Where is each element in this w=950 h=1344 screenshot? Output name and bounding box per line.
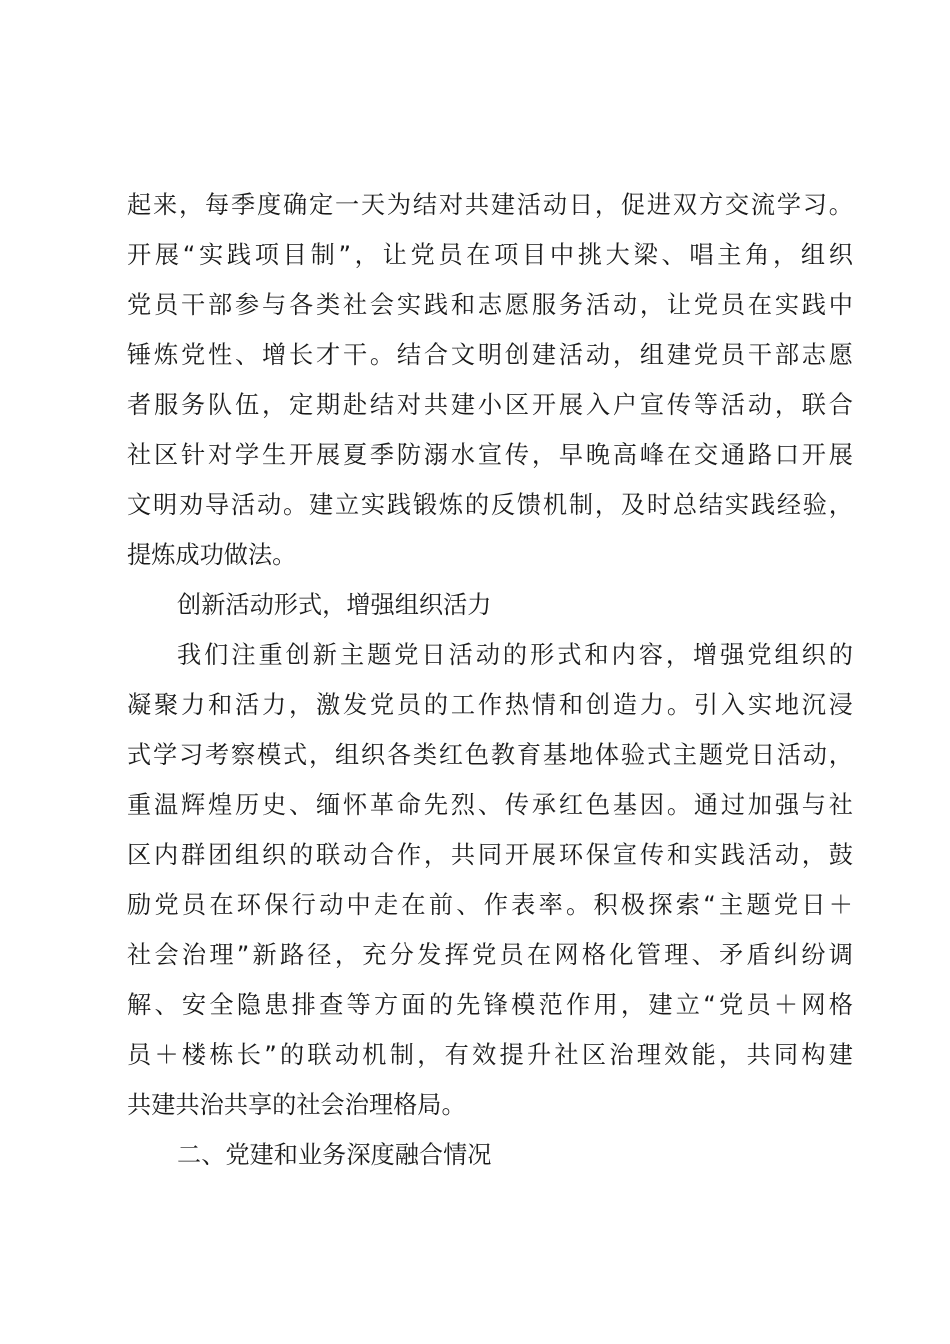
paragraph-practice <box>127 180 853 580</box>
paragraph-line: 我们注重创新主题党日活动的形式和内容，增强党组织的 <box>177 641 853 669</box>
paragraph-line: 社区针对学生开展夏季防溺水宣传，早晚高峰在交通路口开展 <box>127 441 853 469</box>
paragraph-line: 凝聚力和活力，激发党员的工作热情和创造力。引入实地沉浸 <box>127 691 853 719</box>
paragraph-innovation <box>127 630 853 1130</box>
section-heading-integration: 二、党建和业务深度融合情况 <box>177 1141 492 1169</box>
document-page <box>127 180 853 1180</box>
paragraph-line: 者服务队伍，定期赴结对共建小区开展入户宣传等活动，联合 <box>127 391 853 419</box>
subheading-innovation: 创新活动形式，增强组织活力 <box>177 591 492 619</box>
paragraph-line: 党员干部参与各类社会实践和志愿服务活动，让党员在实践中 <box>127 291 853 319</box>
paragraph-line: 解、安全隐患排查等方面的先锋模范作用，建立“党员＋网格 <box>127 991 853 1019</box>
paragraph-line: 励党员在环保行动中走在前、作表率。积极探索“主题党日＋ <box>127 891 853 919</box>
paragraph-line: 重温辉煌历史、缅怀革命先烈、传承红色基因。通过加强与社 <box>127 791 853 819</box>
paragraph-line: 区内群团组织的联动合作，共同开展环保宣传和实践活动，鼓 <box>127 841 853 869</box>
paragraph-line: 提炼成功做法。 <box>127 541 297 569</box>
paragraph-line: 锤炼党性、增长才干。结合文明创建活动，组建党员干部志愿 <box>127 341 853 369</box>
paragraph-line: 社会治理”新路径，充分发挥党员在网格化管理、矛盾纠纷调 <box>127 941 853 969</box>
paragraph-line: 式学习考察模式，组织各类红色教育基地体验式主题党日活动， <box>127 741 853 769</box>
paragraph-line: 开展“实践项目制”，让党员在项目中挑大梁、唱主角，组织 <box>127 241 853 269</box>
paragraph-line: 文明劝导活动。建立实践锻炼的反馈机制，及时总结实践经验， <box>127 491 853 519</box>
paragraph-line: 共建共治共享的社会治理格局。 <box>127 1091 466 1119</box>
paragraph-line: 起来，每季度确定一天为结对共建活动日，促进双方交流学习。 <box>127 191 853 219</box>
paragraph-line: 员＋楼栋长”的联动机制，有效提升社区治理效能，共同构建 <box>127 1041 853 1069</box>
